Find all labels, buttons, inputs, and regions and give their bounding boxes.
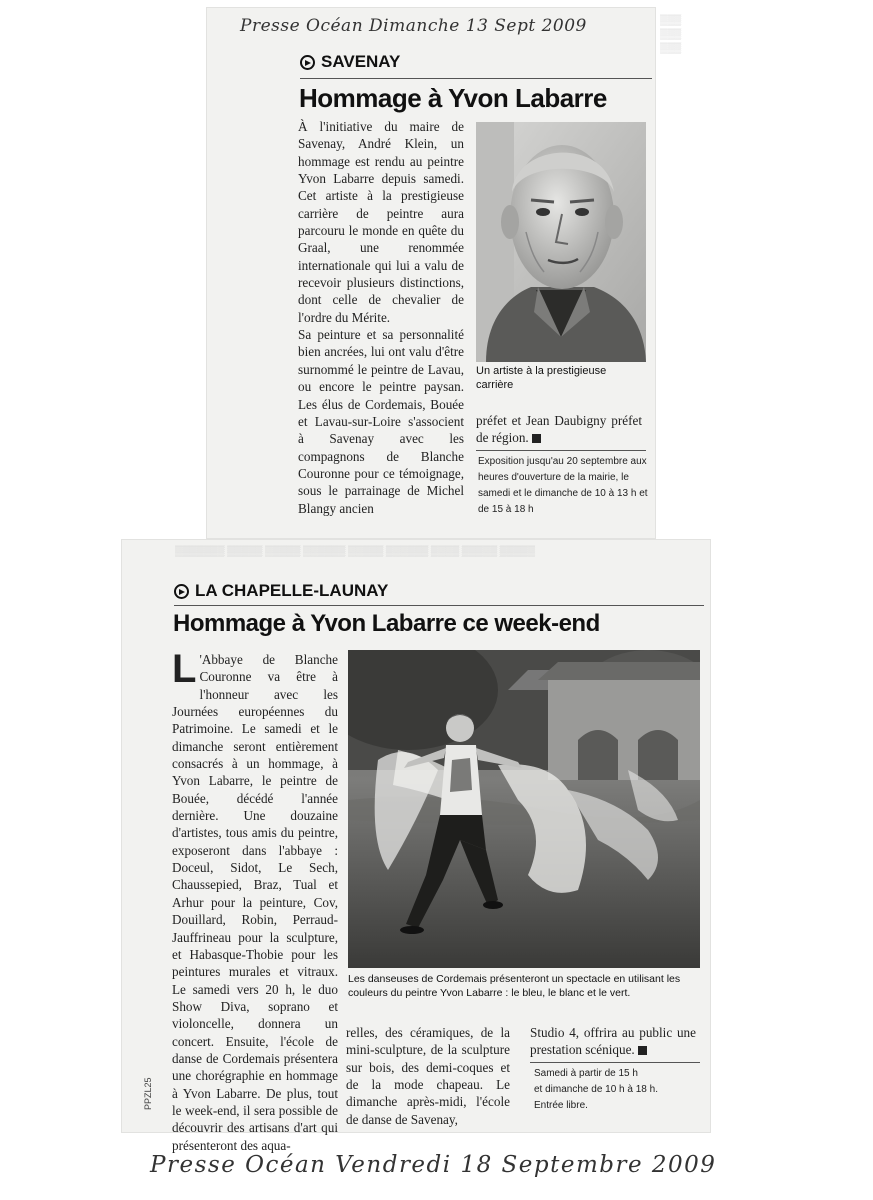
reference-code: PPZL25 <box>143 1077 153 1110</box>
info-line: et dimanche de 10 h à 18 h. <box>534 1084 658 1095</box>
end-of-article-mark <box>638 1046 647 1055</box>
paragraph: Sa peinture et sa personnalité bien ancrées, lui ont valu d'être surnommé le peintre de Lavau, ou encore le peintre paysan. Les élus de Cordemais, Bouée et Lavau-sur-Loire s'associent à Savenay avec les compagnons de Blanche Couronne pour ce témoignage, sous le parrainage de Michel Blangy ancien <box>298 327 464 516</box>
handwritten-date-note-top: Presse Océan Dimanche 13 Sept 2009 <box>240 16 587 36</box>
dancer-photo <box>348 650 700 968</box>
drop-cap: L <box>172 647 197 691</box>
man-portrait-image <box>476 122 646 362</box>
photo-caption: Les danseuses de Cordemais présenteront un spectacle en utilisant les couleurs du peintre Yvon Labarre : le bleu, le blanc et le vert. <box>348 973 681 999</box>
exhibition-info: Exposition jusqu'au 20 septembre aux heures d'ouverture de la mairie, le samedi et le dimanche de 10 à 13 h et de 15 à 18 h <box>478 456 648 515</box>
article-headline: Hommage à Yvon Labarre <box>299 83 607 113</box>
article-column-3 <box>530 1024 696 1059</box>
article-column-2 <box>476 412 642 447</box>
portrait-photo <box>476 122 646 362</box>
photo-caption: Un artiste à la prestigieuse carrière <box>476 365 607 391</box>
paragraph: À l'initiative du maire de Savenay, André Klein, un hommage est rendu au peintre Yvon Labarre depuis samedi. Cet artiste à la prestigieuse carrière de peintre aura parcouru le monde en quête du Graal, une renommée internationale qui lui a valu de recevoir plusieurs distinctions, dont celle de chevalier de l'ordre du Mérite. <box>298 119 464 325</box>
dancer-with-veils-image <box>348 650 700 968</box>
end-of-article-mark <box>532 434 541 443</box>
arrow-circle-icon <box>300 55 315 70</box>
section-label-la-chapelle-launay <box>174 581 388 601</box>
event-info <box>534 1066 704 1114</box>
article-headline: Hommage à Yvon Labarre ce week-end <box>173 610 600 637</box>
section-label: LA CHAPELLE-LAUNAY <box>195 581 389 600</box>
background-bleed-text: ▒▒▒▒▒▒▒ ▒▒▒▒▒ ▒▒▒▒▒ ▒▒▒▒▒▒ ▒▒▒▒▒ ▒▒▒▒▒▒ ▒▒▒▒ ▒▒▒▒▒ ▒▒▒▒▒ <box>175 546 536 557</box>
info-rule <box>476 450 646 451</box>
paragraph: Studio 4, offrira au public une prestation scénique. <box>530 1025 696 1058</box>
background-bleed-text: ▒▒▒ ▒▒▒ ▒▒▒ <box>660 15 682 54</box>
article-column-2 <box>346 1024 510 1128</box>
info-rule <box>530 1062 700 1063</box>
section-rule <box>174 605 704 606</box>
handwritten-date-note-bottom: Presse Océan Vendredi 18 Septembre 2009 <box>150 1152 717 1178</box>
article-column-1 <box>298 118 464 517</box>
info-line: Samedi à partir de 15 h <box>534 1068 638 1079</box>
section-rule <box>300 78 652 79</box>
paragraph: préfet et Jean Daubigny préfet de région. <box>476 413 642 446</box>
arrow-circle-icon <box>174 584 189 599</box>
article-column-1 <box>172 647 338 1154</box>
info-line: Entrée libre. <box>534 1100 588 1111</box>
section-label: SAVENAY <box>321 52 401 71</box>
section-label-savenay <box>300 52 400 72</box>
paragraph: relles, des céramiques, de la mini-sculpture, de la sculpture sur bois, des demi-coques et de la mode chapeau. Le dimanche après-midi, l'école de danse de Savenay, <box>346 1025 510 1127</box>
paragraph: 'Abbaye de Blanche Couronne va être à l'honneur avec les Journées européennes du Patrimoine. Le samedi et le dimanche seront entièrement consacrés à un hommage, à Yvon Labarre, le peintre de Bouée, décédé l'année dernière. Une douzaine d'artistes, tous amis du peintre, exposeront dans l'abbaye : Doceul, Sidot, Le Sech, Chaussepied, Braz, Tual et Arhur pour la peinture, Cov, Douillard, Robin, Perraud-Jauffrineau pour la sculpture, et Habasque-Thobie pour les peintures murales et vitraux. Le samedi vers 20 h, le duo Show Diva, soprano et violoncelle, donnera un concert. Ensuite, l'école de danse de Cordemais présentera une chorégraphie en hommage à Yvon Labarre. De plus, tout le week-end, il sera possible de découvrir des artisans d'art qui présenteront des aqua- <box>172 652 338 1153</box>
